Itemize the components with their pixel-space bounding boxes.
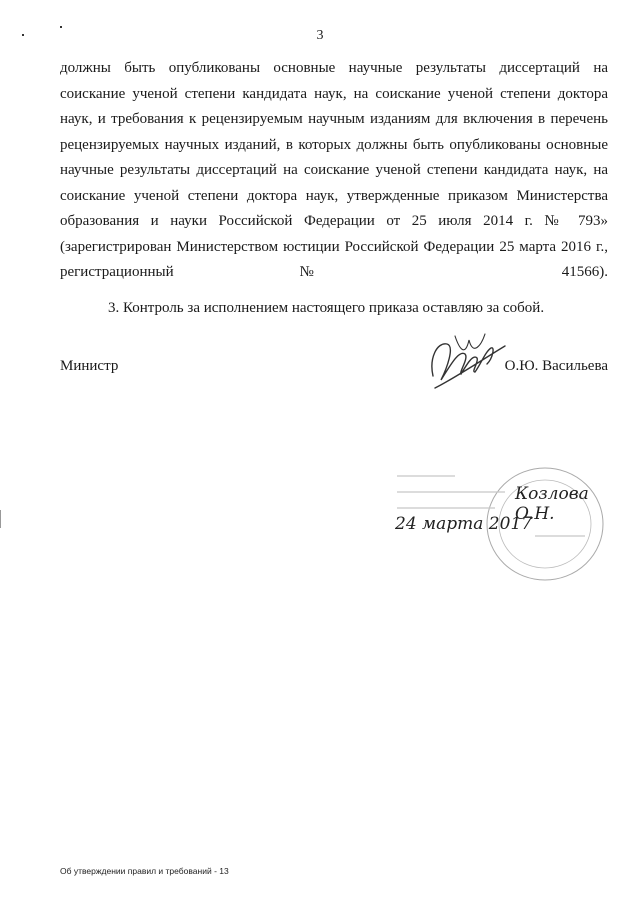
scan-mark: [0, 510, 1, 528]
signatory-name: О.Ю. Васильева: [504, 358, 608, 374]
signatory-role: Министр: [60, 358, 119, 374]
handwritten-date: 24 марта 2017: [395, 514, 533, 534]
registration-stamp: [385, 462, 615, 592]
paragraph: 3. Контроль за исполнением настоящего приказа оставляю за собой.: [108, 299, 545, 316]
paragraph: должны быть опубликованы основные научные результаты диссертаций на соискание ученой степени кандидата наук, на соискание ученой степени доктора наук, и требования к рецензируемым научным изданиям для включения в перечень рецензируемых научных изданий, в которых должны быть опубликованы основные научные результаты диссертаций на соискание ученой степени кандидата наук, на соискание ученой степени доктора наук, утвержденные приказом Министерства образования и науки Российской Федерации от 25 июля 2014 г. № 793» (зарегистрирован Министерством юстиции Российской Федерации 25 марта 2016 г., регистрационный № 41566).: [60, 60, 608, 280]
document-body: [60, 56, 608, 321]
footer-note: Об утверждении правил и требований - 13: [60, 866, 229, 876]
handwritten-signature: [425, 328, 515, 398]
handwritten-name: Козлова О.Н.: [515, 484, 589, 524]
page-number: 3: [316, 28, 324, 43]
